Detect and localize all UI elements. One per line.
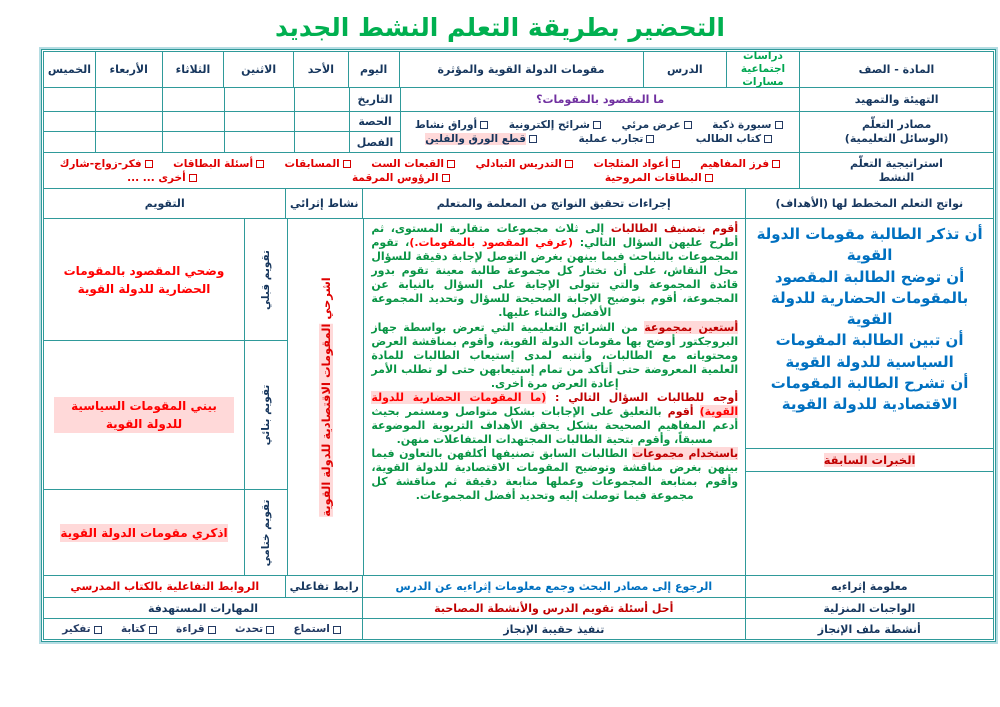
strategy-label-text: أعواد المثلجات xyxy=(593,157,669,170)
class-cell-monday xyxy=(224,132,294,152)
strategy-label-text: التدريس التبادلي xyxy=(475,157,562,170)
period-cell-sunday xyxy=(294,112,349,132)
resource-item xyxy=(578,133,657,145)
checkbox-icon[interactable] xyxy=(208,626,216,634)
enrichment-activity-cell xyxy=(287,219,363,575)
evaluation-type-final: تقويم ختامي xyxy=(244,490,287,575)
class-cell-wednesday xyxy=(95,132,162,152)
lesson-label: الدرس xyxy=(643,52,727,87)
homework-value: أحل أسئلة تقويم الدرس والأنشطة المصاحبة xyxy=(362,598,745,618)
skill-item xyxy=(121,623,160,635)
date-cell-sunday xyxy=(294,88,349,111)
checkbox-icon[interactable] xyxy=(764,135,772,143)
procedure-paragraph-2: أستعين بمجموعة من الشرائح التعليمية التي تعرض بواسطة جهاز البروجكتور أوضح بها مقومات الدولة القوية، وأقوم بمناقشة العرض ومحتوياته مع الطالبات، وأنتبه لمدى إستيعاب الطالبات للمادة العلمية المعروضة حتى أتأكد من تمام إستيعابهن حتى لو تطلب الأمر إعادة العرض مرة أخرى. xyxy=(371,320,739,390)
procedures-header: إجراءات تحقيق النواتج من المعلمة والمتعلم xyxy=(362,189,745,218)
strategy-item xyxy=(173,158,267,170)
col-schedule xyxy=(44,88,400,152)
prior-experience-header xyxy=(746,448,993,471)
evaluation-row-pre xyxy=(44,219,287,340)
row-main-body xyxy=(44,218,993,575)
intro-label: التهيئة والتمهيد xyxy=(854,92,939,106)
evaluation-type-formative: تقويم بنائي xyxy=(244,341,287,489)
strategy-label-text: القبعات الست xyxy=(371,157,445,170)
row-enrich-info xyxy=(44,575,993,597)
homework-label: الواجبات المنزلية xyxy=(745,598,993,618)
skill-label: قراءة xyxy=(176,623,205,635)
strategy-label-text: الرؤوس المرقمة xyxy=(351,171,439,184)
row-portfolio xyxy=(44,618,993,639)
procedure-paragraph-3: أوجه للطالبات السؤال التالي : (ما المقومات الحضارية للدولة القوية) أقوم بالتعليق على الإجابات بشكل متواصل ومستمر بحيث أدعم المفاهيم الصحيحة بشكل يحقق الأهداف التربوية الموضوعة مسبقاً، وأقوم بتحية الطالبات المجتهدات المتفاعلات منهن. xyxy=(371,390,739,447)
row-homework xyxy=(44,597,993,618)
resource-label: عرض مرئي xyxy=(621,118,681,131)
portfolio-label: أنشطة ملف الإنجاز xyxy=(745,619,993,639)
strategy-label xyxy=(799,153,993,188)
objective-item: أن تذكر الطالبة مقومات الدولة القوية xyxy=(756,225,983,265)
strategy-label-text: المسابقات xyxy=(284,157,340,170)
resource-item xyxy=(509,119,604,131)
col-side-labels xyxy=(799,88,993,152)
objectives-header: نواتج التعلم المخطط لها (الأهداف) xyxy=(745,189,993,218)
evaluation-question-formative: بيني المقومات السياسية للدولة القوية xyxy=(44,341,244,489)
subject-value-line2: مسارات xyxy=(742,76,784,89)
evaluation-header: التقويم xyxy=(144,197,185,210)
evaluation-row-formative xyxy=(44,340,287,489)
row-day-header xyxy=(44,49,993,89)
enrich-info-label: معلومة إثراءيه xyxy=(745,576,993,597)
skill-label: كتابة xyxy=(121,623,146,635)
date-cell-wednesday xyxy=(95,88,162,111)
period-cell-tuesday xyxy=(162,112,224,132)
period-cell-wednesday xyxy=(95,112,162,132)
resource-item xyxy=(712,119,785,131)
checkbox-icon[interactable] xyxy=(343,160,351,168)
checkbox-icon[interactable] xyxy=(189,174,197,182)
checkbox-icon[interactable] xyxy=(565,160,573,168)
resources-label-line1: مصادر التعلّم xyxy=(862,118,932,132)
strategy-item xyxy=(700,158,783,170)
interactive-link-value[interactable]: الروابط التفاعلية بالكتاب المدرسي xyxy=(70,580,260,593)
class-cell-sunday xyxy=(294,132,349,152)
resource-label: أوراق نشاط xyxy=(414,118,478,131)
prior-experience-space xyxy=(746,471,993,575)
col-objectives xyxy=(745,219,993,575)
date-label: التاريخ xyxy=(349,88,400,111)
evaluation-question-pre: وضحي المقصود بالمقومات الحضارية للدولة القوية xyxy=(63,263,225,296)
col-intro-resources-values xyxy=(400,88,799,152)
procedure-paragraph-4: باستخدام مجموعات الطالبات السابق تصنيفها أكلفهن بالتعاون فيما بينهن بغرض مناقشة وتوضيح المقومات الاقتصادية للدولة القوية، وأقوم بمتابعة المجموعات وعملها متابعة دقيقة ثم مناقشة كل مجموعة فيما توصلت إليه وتحديد أفضل المجموعات. xyxy=(371,447,739,503)
checkbox-icon[interactable] xyxy=(772,160,780,168)
checkbox-icon[interactable] xyxy=(333,626,341,634)
date-cell-thursday xyxy=(44,88,95,111)
period-label: الحصة xyxy=(349,112,400,132)
skill-item xyxy=(235,623,277,635)
skill-item xyxy=(294,623,344,635)
day-label: اليوم xyxy=(348,52,399,87)
resources-label-line2: (الوسائل التعليمية) xyxy=(844,131,949,145)
strategy-items xyxy=(44,153,799,188)
enrich-info-value: الرجوع إلى مصادر البحث وجمع معلومات إثراءيه عن الدرس xyxy=(362,576,745,597)
subject-value xyxy=(726,49,799,89)
lesson-title: مقومات الدولة القوية والمؤثرة xyxy=(399,52,643,87)
resource-item xyxy=(696,133,775,145)
skill-label: استماع xyxy=(293,623,330,635)
interactive-link-label: رابط تفاعلي xyxy=(285,576,362,597)
strategy-item xyxy=(60,158,156,170)
row-strategy xyxy=(44,152,993,188)
resource-item xyxy=(425,133,540,145)
strategy-label-text: البطاقات المروحية xyxy=(604,171,702,184)
checkbox-icon[interactable] xyxy=(256,160,264,168)
enrichment-activity-text: اشرحي المقومات الاقتصادية للدولة القوية xyxy=(318,277,333,517)
checkbox-icon[interactable] xyxy=(145,160,153,168)
evaluation-question-final: اذكري مقومات الدولة القوية xyxy=(60,525,228,540)
resource-label: كتاب الطالب xyxy=(695,132,762,145)
class-cell-tuesday xyxy=(162,132,224,152)
strategy-label-text: أسئلة البطاقات xyxy=(173,157,254,170)
date-cell-monday xyxy=(224,88,294,111)
day-thursday: الخميس xyxy=(47,63,92,76)
day-monday: الاثنين xyxy=(223,52,293,87)
checkbox-icon[interactable] xyxy=(684,121,692,129)
page-title: التحضير بطريقة التعلم النشط الجديد xyxy=(275,13,725,42)
schedule-row-period xyxy=(44,111,400,132)
class-cell-thursday xyxy=(44,132,95,152)
checkbox-icon[interactable] xyxy=(529,135,537,143)
checkbox-icon[interactable] xyxy=(149,626,157,634)
objectives-list xyxy=(746,219,993,448)
col-evaluation xyxy=(44,219,287,575)
strategy-item xyxy=(352,172,453,184)
lesson-plan-table xyxy=(41,49,996,642)
checkbox-icon[interactable] xyxy=(646,135,654,143)
strategy-label-line1: استراتيجية التعلّم xyxy=(849,156,943,170)
objective-item: أن تشرح الطالبة المقومات الاقتصادية للدولة القوية xyxy=(770,374,969,414)
skill-label: تفكير xyxy=(62,623,91,635)
schedule-row-date xyxy=(44,88,400,111)
evaluation-row-final xyxy=(44,489,287,575)
row-section-headers xyxy=(44,188,993,218)
resource-item xyxy=(622,119,695,131)
resources-items xyxy=(401,111,799,152)
checkbox-icon[interactable] xyxy=(442,174,450,182)
resource-label: شرائح إلكترونية xyxy=(508,118,590,131)
strategy-item xyxy=(371,158,458,170)
objective-item: أن توضح الطالبة المقصود بالمقومات الحضارية للدولة القوية xyxy=(770,267,969,329)
checkbox-icon[interactable] xyxy=(480,121,488,129)
strategy-item xyxy=(593,158,682,170)
skill-label: تحدث xyxy=(234,623,264,635)
strategy-item xyxy=(476,158,576,170)
checkbox-icon[interactable] xyxy=(672,160,680,168)
class-label: الفصل xyxy=(349,132,400,152)
skill-item xyxy=(62,623,104,635)
strategy-label-text: أخرى ... ... xyxy=(127,171,186,184)
intro-question: ما المقصود بالمقومات؟ xyxy=(536,92,665,106)
checkbox-icon[interactable] xyxy=(593,121,601,129)
resource-item xyxy=(415,119,491,131)
checkbox-icon[interactable] xyxy=(94,626,102,634)
row-intro-resources-schedule xyxy=(44,87,993,152)
strategy-item xyxy=(605,172,716,184)
procedures-text xyxy=(363,219,745,575)
day-tuesday: الثلاثاء xyxy=(162,52,224,87)
skill-item xyxy=(176,623,219,635)
subject-value-line1: دراسات اجتماعية xyxy=(740,49,786,75)
strategy-label-line2: النشط xyxy=(878,170,915,184)
period-cell-thursday xyxy=(44,112,95,132)
date-cell-tuesday xyxy=(162,88,224,111)
prior-experience-text: الخبرات السابقة xyxy=(823,453,916,467)
day-wednesday: الأربعاء xyxy=(95,52,162,87)
resources-label xyxy=(800,111,993,152)
strategy-label-text: فكر-زواج-شارك xyxy=(59,157,142,170)
subject-label: المادة - الصف xyxy=(799,52,993,87)
checkbox-icon[interactable] xyxy=(447,160,455,168)
strategy-label-text: فرز المفاهيم xyxy=(700,157,770,170)
enrichment-header: نشاط إثرائي xyxy=(285,189,362,218)
checkbox-icon[interactable] xyxy=(266,626,274,634)
checkbox-icon[interactable] xyxy=(775,121,783,129)
portfolio-value: تنفيذ حقيبة الإنجاز xyxy=(362,619,745,639)
checkbox-icon[interactable] xyxy=(705,174,713,182)
evaluation-type-pre: تقويم قبلي xyxy=(244,219,287,340)
strategy-item xyxy=(127,172,200,184)
day-sunday: الأحد xyxy=(293,52,348,87)
objective-item: أن تبين الطالبة المقومات السياسية للدولة القوية xyxy=(775,331,964,371)
resource-label: تجارب عملية xyxy=(578,132,644,145)
strategy-item xyxy=(285,158,354,170)
skills-checklist xyxy=(44,619,362,639)
resource-label: قطع الورق والفلين xyxy=(425,132,527,145)
resource-label: سبورة ذكية xyxy=(712,118,772,131)
target-skills-label: المهارات المستهدفة xyxy=(147,601,259,615)
period-cell-monday xyxy=(224,112,294,132)
procedure-paragraph-1: أقوم بتصنيف الطالبات إلى ثلاث مجموعات متقاربة المستوى، ثم أطرح عليهن السؤال التالي: (عرفي المقصود بالمقومات.)، تقوم المجموعات بالتباحث فيما بينهن بغرض التوصل لإجابة دقيقة للسؤال محل النقاش، على أن تختار كل مجموعة طالبة معينة تقوم بدور قائدة المجموعة والتي تتولى الإجابة على السؤال بالنيابة عن المجموعة، أقوم بتوضيح الإجابة الصحيحة للسؤال وتحديد المجموعة الأفضل والثناء عليها. xyxy=(371,222,739,320)
schedule-row-class xyxy=(44,131,400,152)
